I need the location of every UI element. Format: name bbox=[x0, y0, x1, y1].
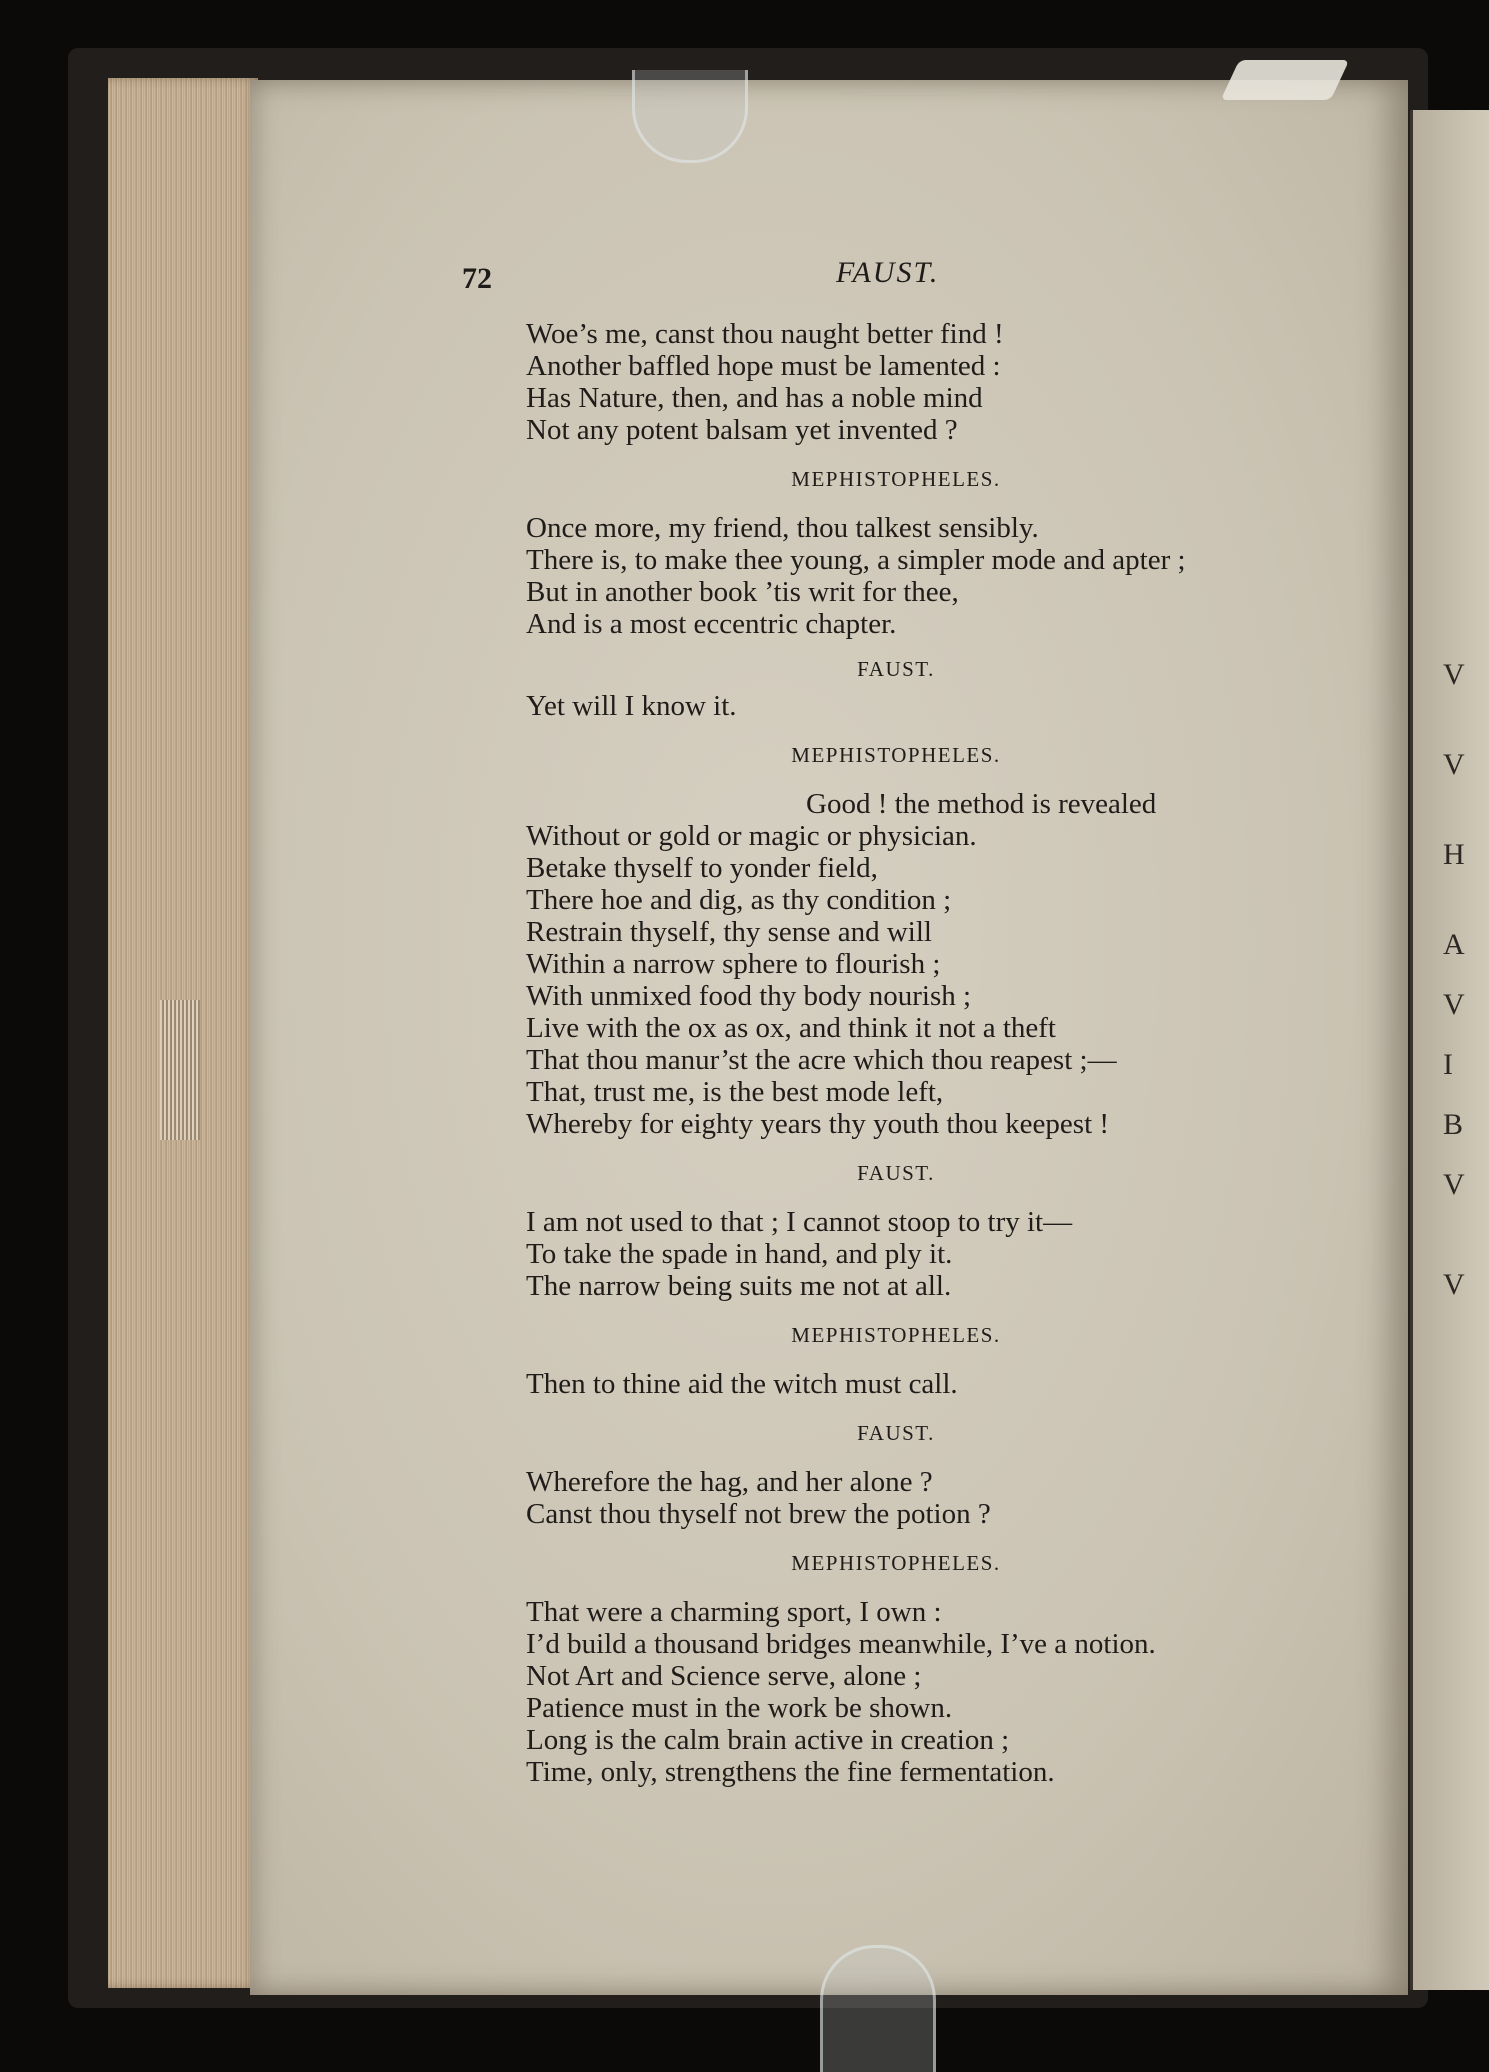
speech-block bbox=[526, 788, 1376, 1140]
facing-page-letter: V bbox=[1443, 748, 1465, 781]
verse-line: I’d build a thousand bridges meanwhile, I’ve a notion. bbox=[526, 1628, 1156, 1660]
verse-line: Long is the calm brain active in creation ; bbox=[526, 1724, 1010, 1756]
facing-page-letter: A bbox=[1443, 928, 1465, 961]
page-corner bbox=[1221, 60, 1350, 100]
verse-line: That, trust me, is the best mode left, bbox=[526, 1076, 944, 1108]
verse-line: Not Art and Science serve, alone ; bbox=[526, 1660, 922, 1692]
speech-block bbox=[526, 512, 1376, 640]
verse-line: That thou manur’st the acre which thou reapest ;— bbox=[526, 1044, 1117, 1076]
facing-page-letter: H bbox=[1443, 838, 1465, 871]
verse-line: Once more, my friend, thou talkest sensibly. bbox=[526, 512, 1039, 544]
speech-block bbox=[526, 1206, 1376, 1302]
verse-line: Another baffled hope must be lamented : bbox=[526, 350, 1001, 382]
speech-block bbox=[526, 1368, 1376, 1400]
verse-line: Time, only, strengthens the fine fermentation. bbox=[526, 1756, 1055, 1788]
verse-line: Not any potent balsam yet invented ? bbox=[526, 414, 958, 446]
page-number: 72 bbox=[462, 262, 492, 295]
verse-line: And is a most eccentric chapter. bbox=[526, 608, 897, 640]
verse-line: Then to thine aid the witch must call. bbox=[526, 1368, 958, 1400]
facing-page-letter: I bbox=[1443, 1048, 1453, 1081]
running-title: FAUST. bbox=[836, 256, 940, 289]
speaker-heading: MEPHISTOPHELES. bbox=[791, 1323, 1001, 1347]
speaker-heading: FAUST. bbox=[857, 1161, 935, 1185]
page-clip-bottom bbox=[820, 1945, 936, 2072]
speech-block bbox=[526, 690, 1376, 722]
facing-page-letter: V bbox=[1443, 988, 1465, 1021]
headband bbox=[160, 1000, 200, 1140]
verse-line: Good ! the method is revealed bbox=[806, 788, 1157, 820]
speaker-heading: MEPHISTOPHELES. bbox=[791, 743, 1001, 767]
speech-block bbox=[526, 1596, 1376, 1788]
verse-line: With unmixed food thy body nourish ; bbox=[526, 980, 972, 1012]
verse-line: I am not used to that ; I cannot stoop to try it— bbox=[526, 1206, 1073, 1238]
verse-line: Whereby for eighty years thy youth thou keepest ! bbox=[526, 1108, 1110, 1140]
verse-text bbox=[526, 318, 1376, 1788]
speaker-heading: FAUST. bbox=[857, 657, 935, 681]
verse-line: There hoe and dig, as thy condition ; bbox=[526, 884, 952, 916]
verse-line: Woe’s me, canst thou naught better find ! bbox=[526, 318, 1004, 350]
verse-line: Without or gold or magic or physician. bbox=[526, 820, 977, 852]
verse-line: Has Nature, then, and has a noble mind bbox=[526, 382, 983, 414]
verse-line: Patience must in the work be shown. bbox=[526, 1692, 953, 1724]
verse-line: But in another book ’tis writ for thee, bbox=[526, 576, 959, 608]
facing-page-letter: B bbox=[1443, 1108, 1464, 1141]
facing-page-letter: V bbox=[1443, 658, 1465, 691]
verse-line: The narrow being suits me not at all. bbox=[526, 1270, 952, 1302]
verse-line: Live with the ox as ox, and think it not a theft bbox=[526, 1012, 1056, 1044]
verse-line: There is, to make thee young, a simpler mode and apter ; bbox=[526, 544, 1186, 576]
verse-line: Restrain thyself, thy sense and will bbox=[526, 916, 932, 948]
verse-line: Betake thyself to yonder field, bbox=[526, 852, 878, 884]
verse-line: Yet will I know it. bbox=[526, 690, 737, 722]
speech-block bbox=[526, 1466, 1376, 1530]
facing-page-letter: V bbox=[1443, 1168, 1465, 1201]
speaker-heading: MEPHISTOPHELES. bbox=[791, 1551, 1001, 1575]
speech-block bbox=[526, 318, 1376, 446]
verse-line: Wherefore the hag, and her alone ? bbox=[526, 1466, 933, 1498]
facing-page bbox=[1410, 110, 1489, 1990]
speaker-heading: FAUST. bbox=[857, 1421, 935, 1445]
verse-line: Within a narrow sphere to flourish ; bbox=[526, 948, 941, 980]
verse-line: Canst thou thyself not brew the potion ? bbox=[526, 1498, 991, 1530]
verse-line: To take the spade in hand, and ply it. bbox=[526, 1238, 953, 1270]
facing-page-letter: V bbox=[1443, 1268, 1465, 1301]
speaker-heading: MEPHISTOPHELES. bbox=[791, 467, 1001, 491]
verse-line: That were a charming sport, I own : bbox=[526, 1596, 942, 1628]
